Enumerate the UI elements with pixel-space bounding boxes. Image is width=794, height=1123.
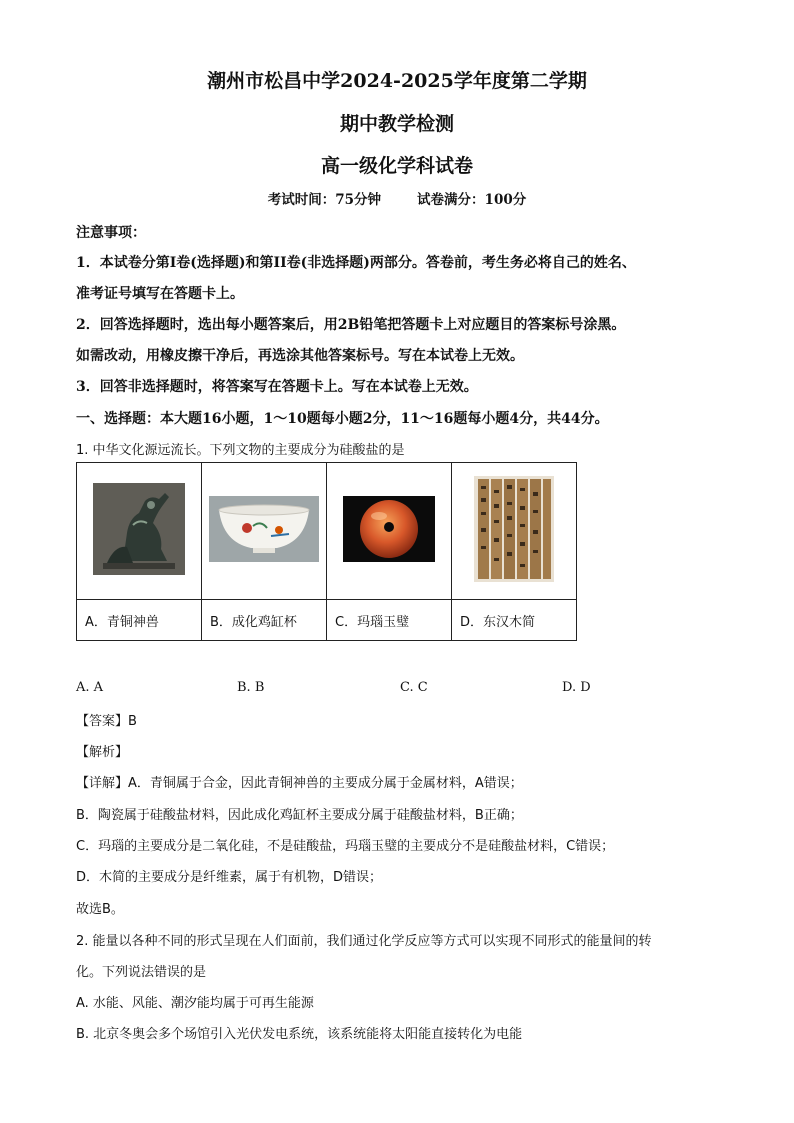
exam-meta: [0, 188, 794, 208]
exam-title-subject: 高一级化学科试卷: [320, 155, 473, 177]
agate-bi-image: [343, 496, 435, 566]
q2-stem-line2: 化。下列说法错误的是: [76, 965, 207, 980]
note-1b: 准考证号填写在答题卡上。: [76, 286, 244, 302]
q1-stem: 1. 中华文化源远流长。下列文物的主要成分为硅酸盐的是: [76, 443, 405, 458]
exam-time: 考试时间：75分钟: [267, 192, 382, 208]
exam-title-term: 期中教学检测: [339, 113, 454, 135]
q1-relic-table: [76, 462, 577, 641]
relic-label-b: B．成化鸡缸杯: [202, 600, 327, 641]
q1-choice-c: C. C: [400, 680, 428, 695]
q2-stem-line1: 2. 能量以各种不同的形式呈现在人们面前，我们通过化学反应等方式可以实现不同形式的能量间的转: [76, 934, 652, 949]
q1-detail-1: 【详解】A．青铜属于合金，因此青铜神兽的主要成分属于金属材料，A错误；: [76, 776, 523, 791]
q1-detail-4: D．木简的主要成分是纤维素，属于有机物，D错误；: [76, 870, 383, 885]
bronze-beast-image: [93, 483, 185, 579]
q1-detail-3: C．玛瑙的主要成分是二氧化硅，不是硅酸盐，玛瑙玉璧的主要成分不是硅酸盐材料，C错误；: [76, 839, 615, 854]
relic-label-c: C．玛瑙玉璧: [327, 600, 452, 641]
notes-heading: 注意事项：: [76, 225, 146, 241]
relic-label-d: D．东汉木简: [452, 600, 577, 641]
q2-option-a: A. 水能、风能、潮汐能均属于可再生能源: [76, 996, 314, 1011]
q1-detail-2: B．陶瓷属于硅酸盐材料，因此成化鸡缸杯主要成分属于硅酸盐材料，B正确；: [76, 808, 523, 823]
note-2b: 如需改动，用橡皮擦干净后，再选涂其他答案标号。写在本试卷上无效。: [76, 348, 524, 364]
wooden-slips-image: [474, 476, 554, 586]
q1-choice-a: A. A: [76, 680, 104, 695]
q1-choice-b: B. B: [237, 680, 265, 695]
relic-image-cell-d: [452, 463, 577, 600]
q2-option-b: B. 北京冬奥会多个场馆引入光伏发电系统，该系统能将太阳能直接转化为电能: [76, 1027, 523, 1042]
relic-image-cell-c: [327, 463, 452, 600]
q1-answer: 【答案】B: [76, 714, 137, 729]
q1-analysis-label: 【解析】: [76, 745, 129, 760]
note-3: 3．回答非选择题时，将答案写在答题卡上。写在本试卷上无效。: [76, 379, 478, 395]
q1-conclusion: 故选B。: [76, 902, 124, 917]
q1-choice-d: D. D: [562, 680, 591, 695]
section-heading: 一、选择题：本大题16小题，1～10题每小题2分，11～16题每小题4分，共44分。: [76, 411, 609, 427]
note-1a: 1．本试卷分第I卷(选择题)和第II卷(非选择题)两部分。答卷前，考生务必将自己的姓名、: [76, 255, 636, 271]
chicken-cup-image: [209, 496, 319, 566]
full-score: 试卷满分：100分: [417, 192, 527, 208]
relic-label-a: A．青铜神兽: [77, 600, 202, 641]
note-2a: 2．回答选择题时，选出每小题答案后，用2B铅笔把答题卡上对应题目的答案标号涂黑。: [76, 317, 626, 333]
exam-title-school: 潮州市松昌中学2024-2025学年度第二学期: [207, 70, 587, 92]
relic-image-cell-b: [202, 463, 327, 600]
relic-image-cell-a: [77, 463, 202, 600]
